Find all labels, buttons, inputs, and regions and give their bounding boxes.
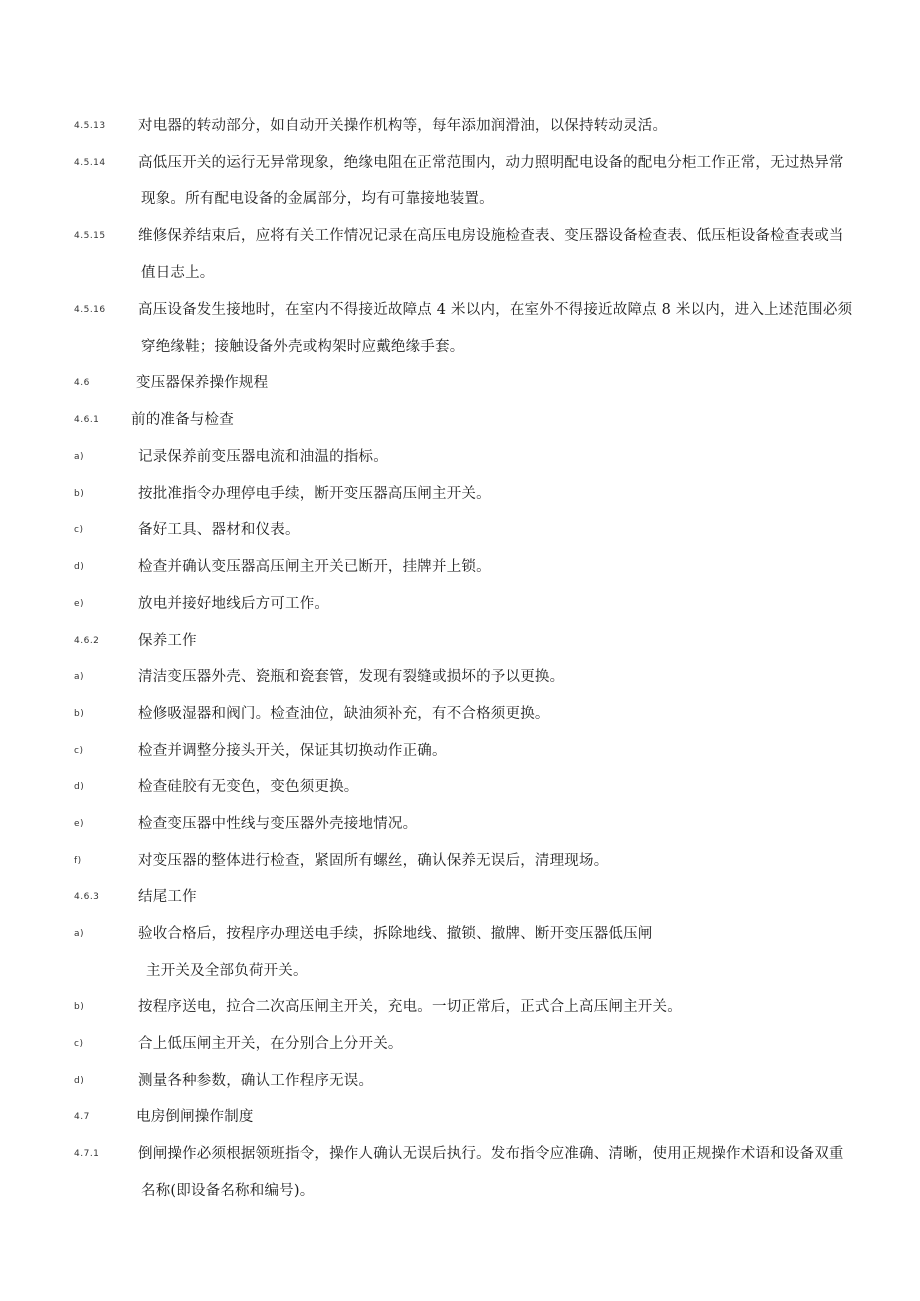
list-item [0,814,920,834]
subsection-4-6-2-heading [0,631,920,651]
list-item [0,1034,920,1054]
list-item [0,777,920,797]
clause-4-5-15-continuation [0,263,920,283]
list-item [0,997,920,1017]
list-item-text: 检查并调整分接头开关，保证其切换动作正确。 [138,743,447,759]
clause-number: 4.7.1 [74,1149,100,1159]
section-title: 电房倒闸操作制度 [136,1109,254,1125]
list-marker: e) [74,599,85,609]
clause-4-5-16 [0,300,920,320]
section-number: 4.6.2 [74,636,100,646]
list-marker: d) [74,562,85,572]
list-item [0,704,920,724]
list-item-text: 按批准指令办理停电手续，断开变压器高压闸主开关。 [138,486,491,502]
section-number: 4.6 [74,378,90,388]
list-marker: a) [74,672,85,682]
list-item [0,851,920,871]
list-marker: b) [74,709,85,719]
clause-text: 对电器的转动部分，如自动开关操作机构等，每年添加润滑油，以保持转动灵活。 [138,118,668,134]
list-item-text: 备好工具、器材和仪表。 [138,522,300,538]
list-item-text: 记录保养前变压器电流和油温的指标。 [138,449,388,465]
list-item-text: 检查并确认变压器高压闸主开关已断开，挂牌并上锁。 [138,559,491,575]
list-item-text: 主开关及全部负荷开关。 [146,963,308,979]
list-item [0,1071,920,1091]
clause-text: 维修保养结束后，应将有关工作情况记录在高压电房设施检查表、变压器设备检查表、低压柜设备检查表或当 [138,228,844,244]
list-marker: c) [74,1039,84,1049]
clause-text: 值日志上。 [141,265,215,281]
list-marker: c) [74,525,84,535]
list-item [0,447,920,467]
clause-number: 4.5.16 [74,305,106,315]
list-marker: c) [74,746,84,756]
clause-text: 现象。所有配电设备的金属部分，均有可靠接地装置。 [141,191,494,207]
clause-text: 倒闸操作必须根据领班指令，操作人确认无误后执行。发布指令应准确、清晰，使用正规操作术语和设备双重 [138,1146,844,1162]
clause-text: 名称(即设备名称和编号)。 [141,1183,315,1199]
clause-text: 高低压开关的运行无异常现象，绝缘电阻在正常范围内，动力照明配电设备的配电分柜工作正常，无过热异常 [138,155,844,171]
list-marker: a) [74,929,85,939]
section-number: 4.6.3 [74,892,100,902]
list-marker: d) [74,1076,85,1086]
list-item [0,520,920,540]
clause-4-5-15 [0,226,920,246]
list-item-continuation [0,961,920,981]
list-item [0,484,920,504]
clause-4-7-1 [0,1144,920,1164]
section-title: 前的准备与检查 [131,412,234,428]
subsection-4-6-1-heading [0,410,920,430]
clause-4-7-1-continuation [0,1181,920,1201]
list-marker: b) [74,1002,85,1012]
section-number: 4.6.1 [74,415,100,425]
list-item-text: 放电并接好地线后方可工作。 [138,596,330,612]
list-marker: b) [74,489,85,499]
clause-4-5-14-continuation [0,189,920,209]
section-title: 保养工作 [138,633,197,649]
clause-4-5-14 [0,153,920,173]
clause-number: 4.5.13 [74,121,106,131]
clause-number: 4.5.14 [74,158,106,168]
list-item [0,741,920,761]
section-4-7-heading [0,1107,920,1127]
clause-4-5-16-continuation [0,337,920,357]
list-item-text: 验收合格后，按程序办理送电手续，拆除地线、撤锁、撤牌、断开变压器低压闸 [138,926,653,942]
section-number: 4.7 [74,1112,90,1122]
list-item-text: 检修吸湿器和阀门。检查油位，缺油须补充，有不合格须更换。 [138,706,550,722]
list-item-text: 对变压器的整体进行检查，紧固所有螺丝，确认保养无误后，清理现场。 [138,853,609,869]
list-item [0,594,920,614]
clause-text: 高压设备发生接地时，在室内不得接近故障点 4 米以内，在室外不得接近故障点 8 米以内，进入上述范围必须 [138,302,853,318]
list-marker: e) [74,819,85,829]
list-item-text: 合上低压闸主开关，在分别合上分开关。 [138,1036,403,1052]
clause-number: 4.5.15 [74,231,106,241]
list-item-text: 清洁变压器外壳、瓷瓶和瓷套管，发现有裂缝或损坏的予以更换。 [138,669,565,685]
section-4-6-heading [0,373,920,393]
clause-text: 穿绝缘鞋；接触设备外壳或构架时应戴绝缘手套。 [141,339,465,355]
list-item [0,924,920,944]
clause-4-5-13 [0,116,920,136]
list-item-text: 测量各种参数，确认工作程序无误。 [138,1073,374,1089]
section-title: 结尾工作 [138,889,197,905]
list-marker: d) [74,782,85,792]
list-item-text: 检查变压器中性线与变压器外壳接地情况。 [138,816,418,832]
section-title: 变压器保养操作规程 [136,375,269,391]
list-item-text: 检查硅胶有无变色，变色须更换。 [138,779,359,795]
list-item-text: 按程序送电，拉合二次高压闸主开关，充电。一切正常后，正式合上高压闸主开关。 [138,999,682,1015]
list-marker: f) [74,856,82,866]
subsection-4-6-3-heading [0,887,920,907]
list-item [0,667,920,687]
list-item [0,557,920,577]
list-marker: a) [74,452,85,462]
